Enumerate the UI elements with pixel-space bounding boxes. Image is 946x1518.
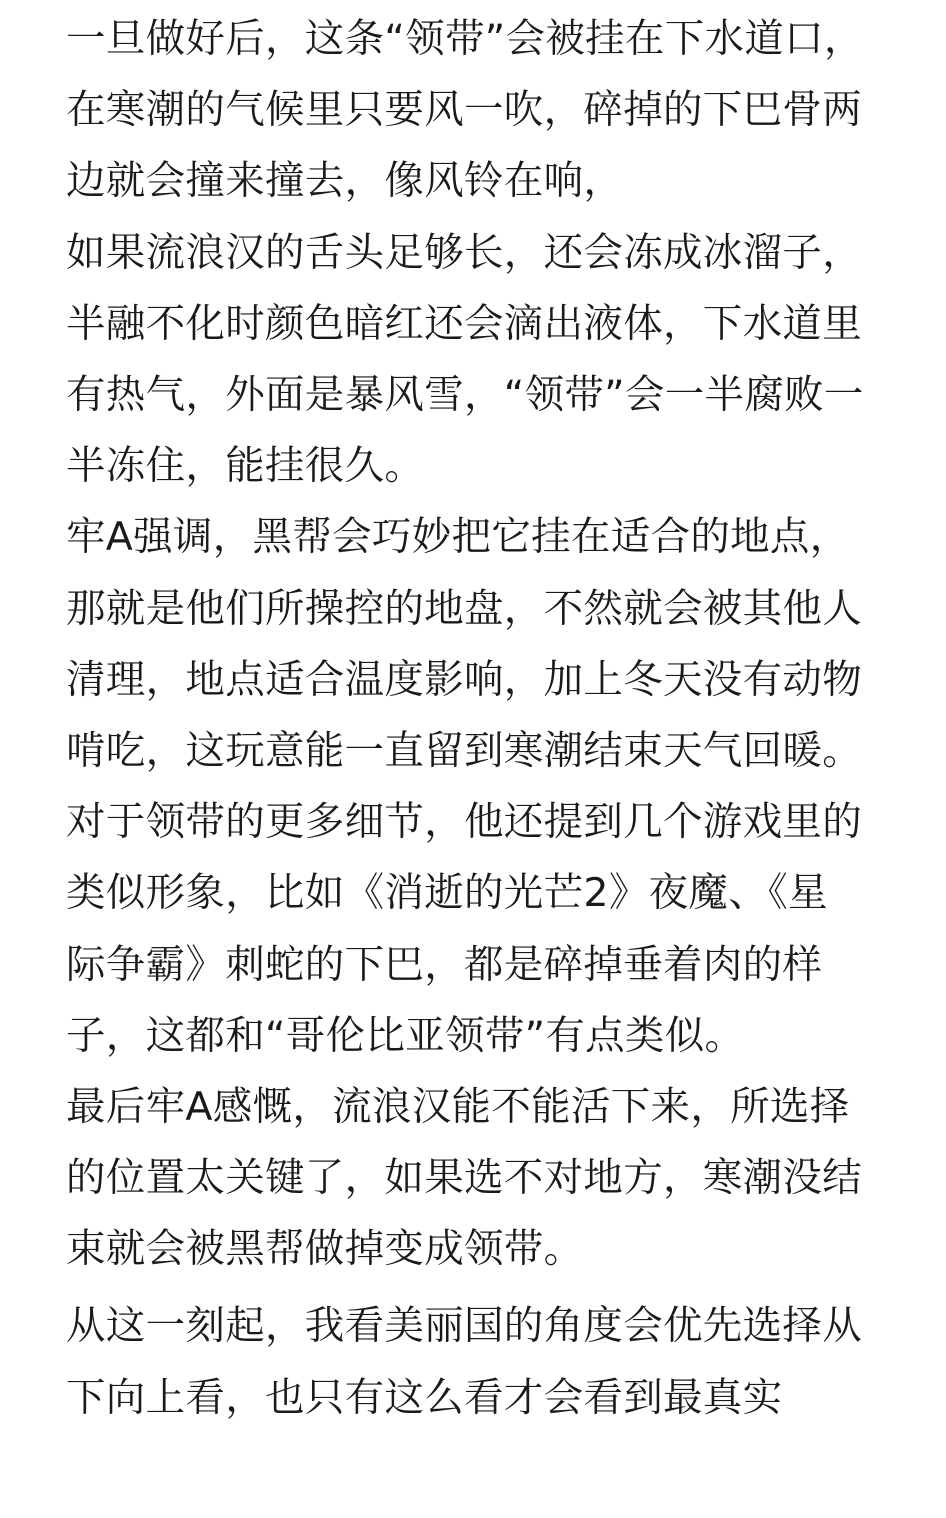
article-body xyxy=(66,4,866,1434)
paragraph-1: 一旦做好后，这条“领带”会被挂在下水道口，在寒潮的气候里只要风一吹，碎掉的下巴骨两边就会撞来撞去，像风铃在响， xyxy=(66,16,864,205)
paragraph-3: 牢A强调，黑帮会巧妙把它挂在适合的地点，那就是他们所操控的地盘，不然就会被其他人清理，地点适合温度影响，加上冬天没有动物啃吃，这玩意能一直留到寒潮结束天气回暖。 xyxy=(66,514,862,775)
paragraph-6: 从这一刻起，我看美丽国的角度会优先选择从下向上看，也只有这么看才会看到最真实 xyxy=(66,1302,862,1421)
paragraph-4: 对于领带的更多细节，他还提到几个游戏里的类似形象，比如《消逝的光芒2》夜魔、《星际争霸》刺蛇的下巴，都是碎掉垂着肉的样子，这都和“哥伦比亚领带”有点类似。 xyxy=(66,799,862,1059)
paragraph-5: 最后牢A感慨，流浪汉能不能活下来，所选择的位置太关键了，如果选不对地方，寒潮没结束就会被黑帮做掉变成领带。 xyxy=(66,1084,862,1273)
paragraph-2: 如果流浪汉的舌头足够长，还会冻成冰溜子，半融不化时颜色暗红还会滴出液体，下水道里有热气，外面是暴风雪，“领带”会一半腐败一半冻住，能挂很久。 xyxy=(66,229,864,490)
